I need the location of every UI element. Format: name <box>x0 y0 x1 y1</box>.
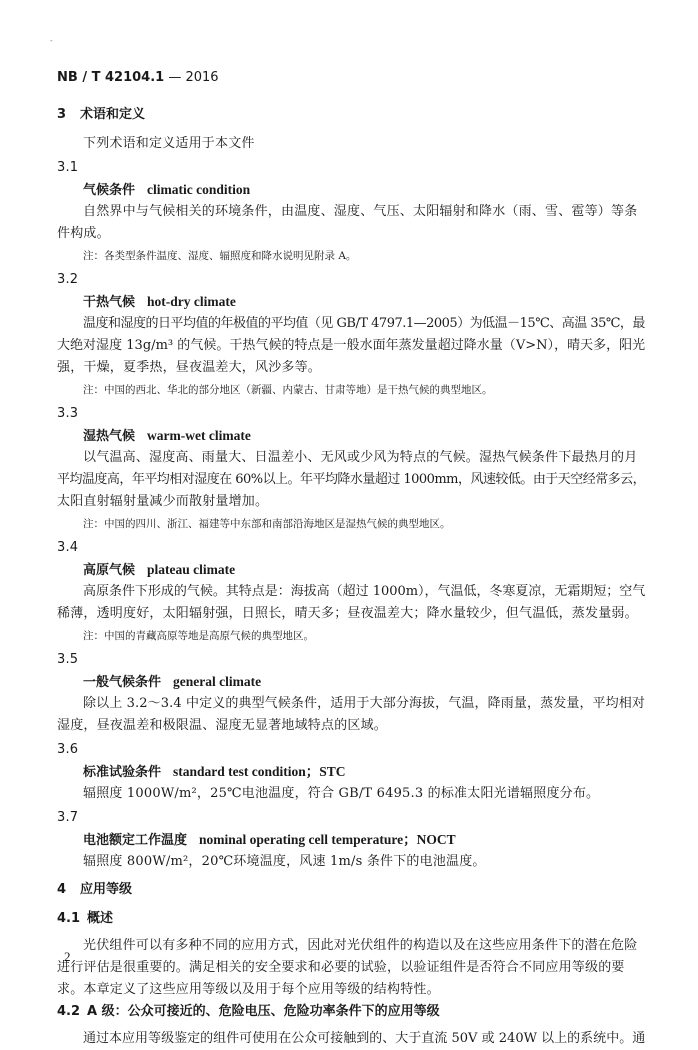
subsection-4-2-heading <box>57 1001 645 1023</box>
term-definition <box>57 783 645 805</box>
term-chinese: 气候条件 <box>83 183 136 198</box>
body-line: 进行评估是很重要的。满足相关的安全要求和必要的试验，以验证组件是否符合不同应用等级的要 <box>57 960 625 975</box>
standard-code-header <box>57 68 219 88</box>
term-title <box>57 671 645 693</box>
section-number: 3 <box>57 107 67 122</box>
term-english: hot-dry climate <box>147 294 236 309</box>
clause-number: 3.3 <box>57 406 79 421</box>
section-3-intro: 下列术语和定义适用于本文件 <box>83 136 255 151</box>
standard-code: NB / T 42104.1 <box>57 70 165 85</box>
term-english: climatic condition <box>147 182 251 197</box>
term-title <box>57 425 645 447</box>
section-title: 术语和定义 <box>80 107 146 122</box>
subsection-4-1-body <box>57 935 645 1001</box>
definition-line: 平均温度高，年平均相对湿度在 60%以上。年平均降水量超过 1000mm，风速较低。由于天空经常多云， <box>57 472 646 487</box>
term-definition <box>57 581 645 625</box>
term-chinese: 一般气候条件 <box>83 675 162 690</box>
clause-number: 3.4 <box>57 540 79 555</box>
term-definition <box>57 693 645 737</box>
term-chinese: 湿热气候 <box>83 429 136 444</box>
term-title <box>57 829 645 851</box>
subsection-4-2-body <box>57 1028 645 1050</box>
body-line: 通过本应用等级鉴定的组件可使用在公众可接触到的、大于直流 50V 或 240W 以上的系统中。通 <box>83 1031 646 1046</box>
term-note: 注：各类型条件温度、湿度、辐照度和降水说明见附录 A。 <box>83 250 357 262</box>
definition-line: 辐照度 1000W/m²，25℃电池温度，符合 GB/T 6495.3 的标准太阳光谱辐照度分布。 <box>83 786 600 801</box>
clause-number: 3.1 <box>57 160 79 175</box>
definition-line: 以气温高、湿度高、雨量大、日温差小、无风或少风为特点的气候。湿热气候条件下最热月的月 <box>83 450 638 465</box>
definition-line: 件构成。 <box>57 226 110 241</box>
clause-number: 3.6 <box>57 742 79 757</box>
subsection-title: A 级：公众可接近的、危险电压、危险功率条件下的应用等级 <box>87 1004 440 1019</box>
term-definition <box>57 851 645 873</box>
term-title <box>57 761 645 783</box>
term-english: standard test condition；STC <box>173 764 346 779</box>
clause-number: 3.7 <box>57 810 79 825</box>
term-definition <box>57 313 645 379</box>
term-english: nominal operating cell temperature；NOCT <box>199 832 456 847</box>
clause-number: 3.2 <box>57 272 79 287</box>
term-english: general climate <box>173 674 262 689</box>
definition-line: 湿度，昼夜温差和极限温、湿度无显著地域特点的区域。 <box>57 718 388 733</box>
subsection-4-1-heading <box>57 908 645 930</box>
term-title <box>57 179 645 201</box>
term-english: warm-wet climate <box>147 428 251 443</box>
term-note: 注：中国的西北、华北的部分地区（新疆、内蒙古、甘肃等地）是干热气候的典型地区。 <box>83 384 493 396</box>
subsection-number: 4.1 <box>57 911 81 926</box>
term-title <box>57 291 645 313</box>
definition-line: 辐照度 800W/m²，20℃环境温度，风速 1m/s 条件下的电池温度。 <box>83 854 486 869</box>
clause-number: 3.5 <box>57 652 79 667</box>
page-number: 2 <box>64 949 71 964</box>
definition-line: 稀薄，透明度好，太阳辐射强，日照长，晴天多；昼夜温差大；降水量较少，但气温低，蒸发量弱。 <box>57 606 638 621</box>
section-4-heading <box>57 879 645 901</box>
term-title <box>57 559 645 581</box>
term-english: plateau climate <box>147 562 236 577</box>
term-definition <box>57 447 645 513</box>
term-note: 注：中国的青藏高原等地是高原气候的典型地区。 <box>83 630 314 642</box>
page-content <box>57 104 645 1050</box>
definition-line: 自然界中与气候相关的环境条件，由温度、湿度、气压、太阳辐射和降水（雨、雪、雹等）等条 <box>83 204 638 219</box>
body-line: 光伏组件可以有多种不同的应用方式，因此对光伏组件的构造以及在这些应用条件下的潜在危险 <box>83 938 638 953</box>
definition-line: 除以上 3.2～3.4 中定义的典型气候条件，适用于大部分海拔，气温，降雨量，蒸发量，平均相对 <box>83 696 646 711</box>
subsection-title: 概述 <box>87 911 114 926</box>
term-note: 注：中国的四川、浙江、福建等中东部和南部沿海地区是湿热气候的典型地区。 <box>83 518 451 530</box>
definition-line: 太阳直射辐射量减少而散射量增加。 <box>57 494 269 509</box>
section-number: 4 <box>57 882 67 897</box>
definition-line: 大绝对湿度 13g/m³ 的气候。干热气候的特点是一般水面年蒸发量超过降水量（V>N），晴天多，阳光 <box>57 338 646 353</box>
definition-line: 温度和湿度的日平均值的年极值的平均值（见 GB/T 4797.1—2005）为低温－15℃、高温 35℃，最 <box>83 316 645 331</box>
term-chinese: 标准试验条件 <box>83 765 162 780</box>
subsection-number: 4.2 <box>57 1004 81 1019</box>
section-3-heading <box>57 104 645 126</box>
term-chinese: 电池额定工作温度 <box>83 833 188 848</box>
standard-year: — 2016 <box>164 70 219 85</box>
body-line: 求。本章定义了这些应用等级以及用于每个应用等级的结构特性。 <box>57 982 440 997</box>
term-chinese: 高原气候 <box>83 563 136 578</box>
section-title: 应用等级 <box>80 882 133 897</box>
term-chinese: 干热气候 <box>83 295 136 310</box>
definition-line: 高原条件下形成的气候。其特点是：海拔高（超过 1000m），气温低，冬寒夏凉，无霜期短；空气 <box>83 584 646 599</box>
scan-mark: - <box>50 36 53 45</box>
term-definition <box>57 201 645 245</box>
definition-line: 强，干燥，夏季热，昼夜温差大，风沙多等。 <box>57 360 322 375</box>
